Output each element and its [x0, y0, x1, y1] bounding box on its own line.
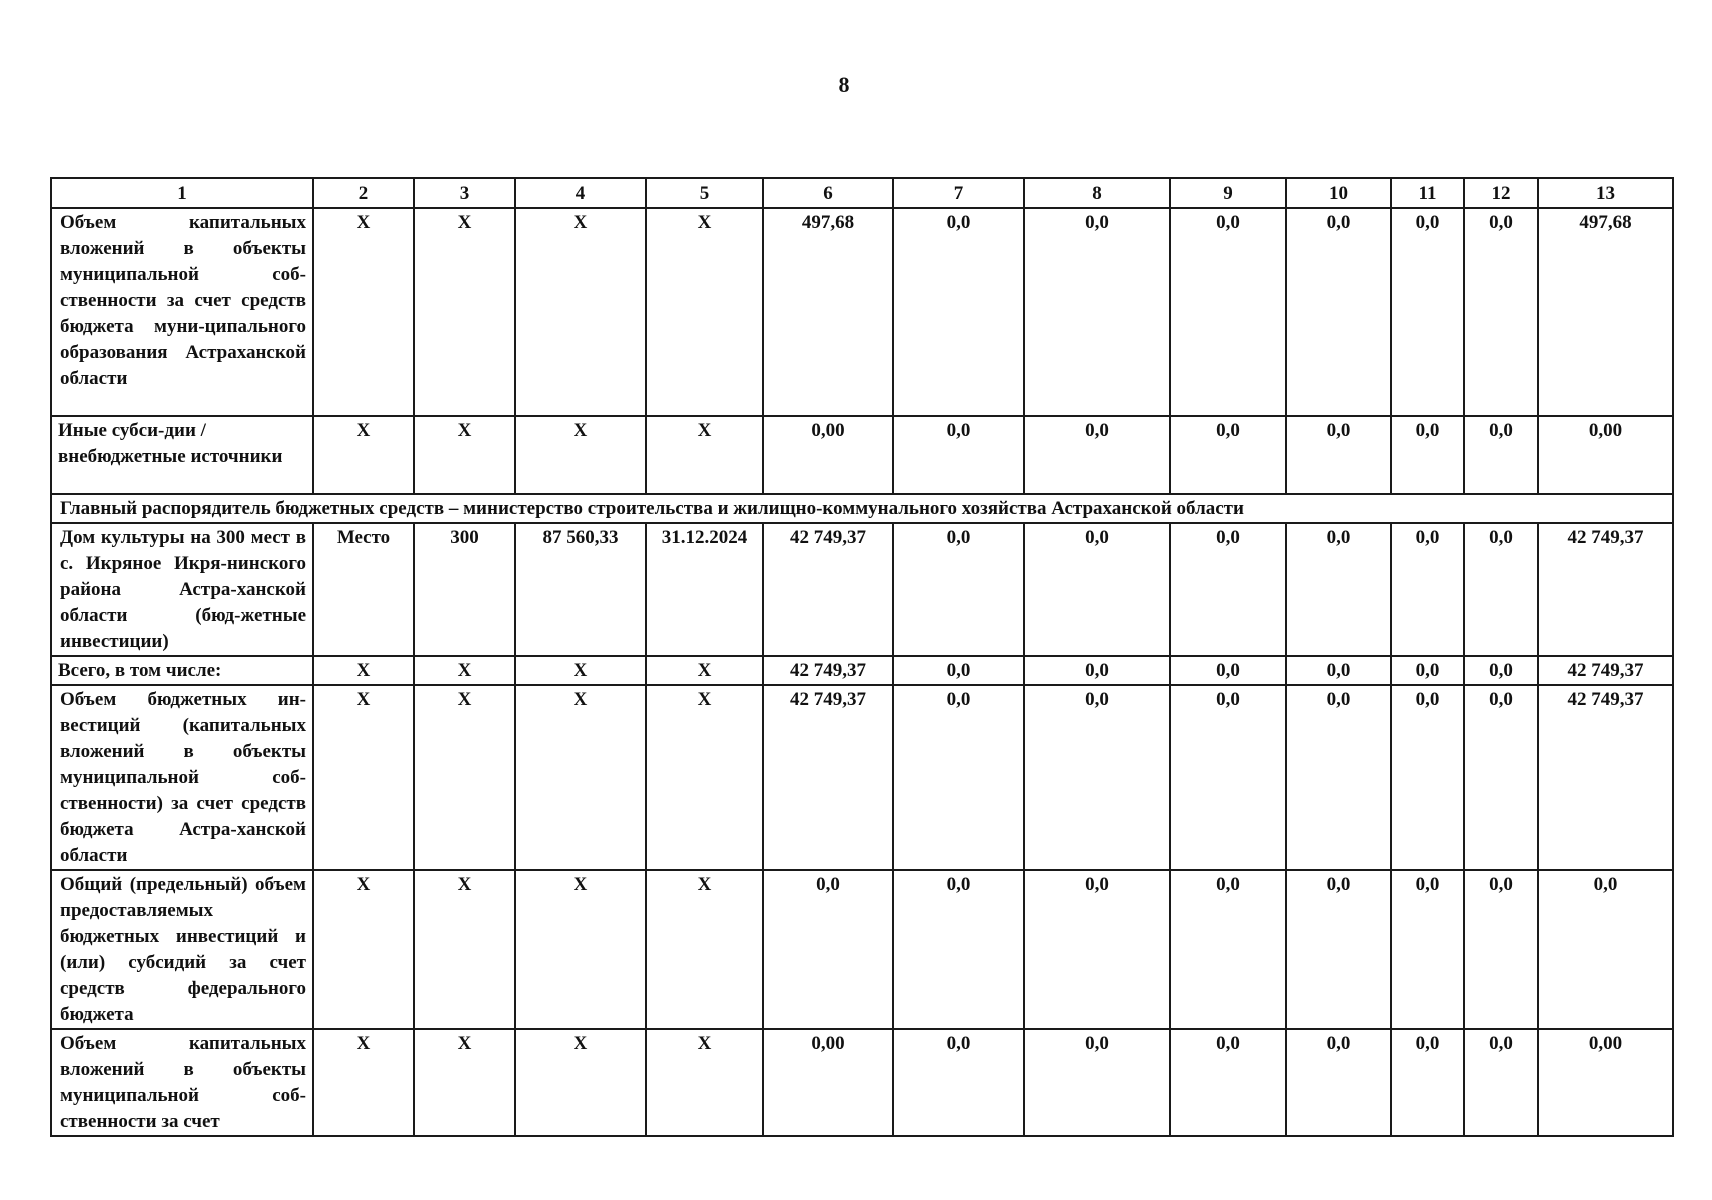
table-row [51, 1029, 1673, 1136]
table-row [51, 523, 1673, 656]
table-cell: 0,0 [1170, 523, 1286, 656]
table-cell: 0,0 [1391, 1029, 1464, 1136]
table-cell: 0,0 [1464, 1029, 1538, 1136]
table-cell: 31.12.2024 [646, 523, 763, 656]
table-cell: X [414, 656, 515, 685]
table-cell: 0,0 [763, 870, 893, 1029]
table-cell: X [414, 208, 515, 416]
table-cell: 0,0 [893, 208, 1024, 416]
header-cell: 7 [893, 178, 1024, 208]
row-label: Всего, в том числе: [51, 656, 313, 685]
table-cell: 0,0 [1391, 208, 1464, 416]
header-cell: 9 [1170, 178, 1286, 208]
table-cell: 0,0 [1391, 416, 1464, 494]
table-cell: Место [313, 523, 414, 656]
table-cell: 0,0 [1024, 523, 1170, 656]
table-cell: 0,0 [893, 416, 1024, 494]
header-cell: 2 [313, 178, 414, 208]
table-cell: 0,0 [893, 685, 1024, 870]
table-cell: X [515, 416, 646, 494]
table-cell: 300 [414, 523, 515, 656]
header-cell: 12 [1464, 178, 1538, 208]
table-cell: 0,0 [1170, 685, 1286, 870]
header-cell: 13 [1538, 178, 1673, 208]
table-cell: 0,0 [1286, 656, 1391, 685]
table-cell: X [414, 1029, 515, 1136]
table-cell: 0,0 [1286, 1029, 1391, 1136]
table-cell: X [646, 416, 763, 494]
table-cell: X [515, 685, 646, 870]
table-cell: 0,0 [1024, 416, 1170, 494]
table-cell: 0,0 [1464, 685, 1538, 870]
table-row [51, 656, 1673, 685]
table-cell: X [313, 416, 414, 494]
table-row [51, 416, 1673, 494]
section-heading: Главный распорядитель бюджетных средств – министерство строительства и жилищно-коммунального хозяйства Астраханской области [51, 494, 1673, 523]
table-row [51, 208, 1673, 416]
header-cell: 11 [1391, 178, 1464, 208]
table-cell: 0,0 [893, 1029, 1024, 1136]
table-cell: 42 749,37 [763, 685, 893, 870]
table-cell: 0,0 [1464, 523, 1538, 656]
header-cell: 3 [414, 178, 515, 208]
table-cell: 0,0 [1170, 1029, 1286, 1136]
table-cell: 0,00 [1538, 416, 1673, 494]
table-cell: X [646, 685, 763, 870]
row-label: Иные субси-дии / внебюджетные источники [51, 416, 313, 494]
table-cell: 0,0 [893, 870, 1024, 1029]
table-cell: 0,0 [1464, 208, 1538, 416]
table-cell: 0,0 [1286, 523, 1391, 656]
table-cell: 87 560,33 [515, 523, 646, 656]
row-label: Объем бюджетных ин-вестиций (капитальных вложений в объекты муниципальной соб-ственности) за счет средств бюджета Астра-ханской области [51, 685, 313, 870]
table-cell: X [515, 208, 646, 416]
row-label: Объем капитальных вложений в объекты муниципальной соб-ственности за счет [51, 1029, 313, 1136]
table-cell: 0,0 [1391, 656, 1464, 685]
table-cell: 0,00 [1538, 1029, 1673, 1136]
table-cell: X [313, 208, 414, 416]
table-row [51, 870, 1673, 1029]
header-cell: 5 [646, 178, 763, 208]
table-cell: X [414, 685, 515, 870]
table-cell: 42 749,37 [763, 523, 893, 656]
table-cell: 0,0 [1391, 523, 1464, 656]
table-cell: 0,0 [1464, 656, 1538, 685]
row-label: Общий (предельный) объем предоставляемых бюджетных инвестиций и (или) субсидий за счет средств федерального бюджета [51, 870, 313, 1029]
table-cell: X [515, 870, 646, 1029]
table-cell: 0,0 [1170, 870, 1286, 1029]
table-cell: 497,68 [1538, 208, 1673, 416]
table-cell: X [313, 870, 414, 1029]
table-cell: 42 749,37 [763, 656, 893, 685]
table-cell: 0,0 [1170, 656, 1286, 685]
table-cell: 0,0 [1391, 685, 1464, 870]
table-cell: 0,0 [1170, 208, 1286, 416]
table-cell: 0,0 [1286, 685, 1391, 870]
table-cell: 42 749,37 [1538, 685, 1673, 870]
row-label: Объем капитальных вложений в объекты муниципальной соб-ственности за счет средств бюджета муни-ципального образования Астраханской области [51, 208, 313, 416]
column-number-header [51, 178, 1673, 208]
table-cell: X [646, 208, 763, 416]
table-cell: 0,0 [1024, 208, 1170, 416]
table-cell: X [515, 656, 646, 685]
investment-table [50, 177, 1674, 1137]
header-cell: 10 [1286, 178, 1391, 208]
table-cell: X [646, 870, 763, 1029]
table-cell: X [515, 1029, 646, 1136]
table-cell: X [646, 656, 763, 685]
table-cell: 0,0 [1286, 870, 1391, 1029]
table-cell: 0,0 [1286, 416, 1391, 494]
table-cell: X [313, 656, 414, 685]
table-cell: 0,0 [1024, 656, 1170, 685]
header-cell: 1 [51, 178, 313, 208]
section-row [51, 494, 1673, 523]
table-cell: 0,0 [1170, 416, 1286, 494]
table-cell: 0,0 [1286, 208, 1391, 416]
table-cell: 0,0 [1538, 870, 1673, 1029]
table-cell: 0,0 [1024, 870, 1170, 1029]
table-cell: 0,00 [763, 416, 893, 494]
table-cell: X [646, 1029, 763, 1136]
table-cell: 0,0 [1024, 1029, 1170, 1136]
table-cell: X [313, 1029, 414, 1136]
table-cell: 0,0 [1024, 685, 1170, 870]
table-cell: 0,00 [763, 1029, 893, 1136]
table-cell: X [414, 416, 515, 494]
table-cell: X [313, 685, 414, 870]
table-cell: 42 749,37 [1538, 656, 1673, 685]
table-cell: X [414, 870, 515, 1029]
table-cell: 497,68 [763, 208, 893, 416]
row-label: Дом культуры на 300 мест в с. Икряное Икря-нинского района Астра-ханской области (бюд-жетные инвестиции) [51, 523, 313, 656]
table-cell: 0,0 [893, 656, 1024, 685]
table-cell: 0,0 [893, 523, 1024, 656]
table-cell: 0,0 [1391, 870, 1464, 1029]
table-row [51, 685, 1673, 870]
table-cell: 42 749,37 [1538, 523, 1673, 656]
page-number: 8 [838, 72, 850, 97]
header-cell: 4 [515, 178, 646, 208]
table-cell: 0,0 [1464, 416, 1538, 494]
header-cell: 8 [1024, 178, 1170, 208]
table-cell: 0,0 [1464, 870, 1538, 1029]
header-cell: 6 [763, 178, 893, 208]
